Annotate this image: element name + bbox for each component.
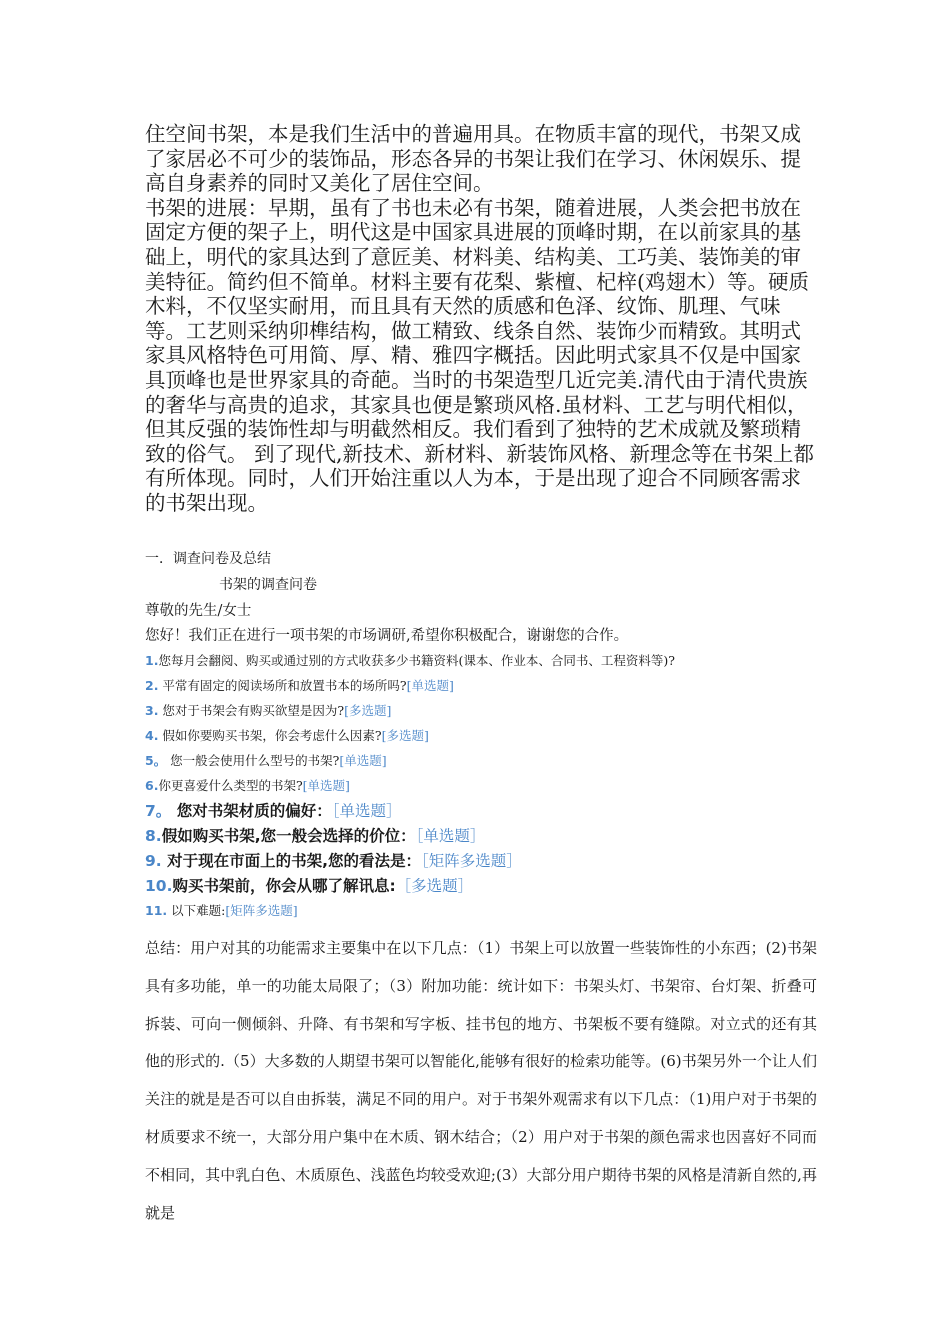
question-number: 3. — [145, 703, 159, 718]
question-number: 11. — [145, 903, 168, 918]
question-text: 你更喜爱什么类型的书架? — [158, 778, 303, 793]
question-11 — [145, 901, 298, 919]
question-number: 6. — [145, 778, 159, 793]
question-text: 对于现在市面上的书架,您的看法是： — [161, 852, 421, 870]
question-type-tag: ［单选题］ — [415, 827, 486, 845]
questionnaire-title: 书架的调查问卷 — [219, 577, 317, 593]
question-7 — [145, 799, 401, 821]
section-heading: 一．调查问卷及总结 — [145, 551, 271, 567]
question-4 — [145, 726, 429, 744]
question-number: 1. — [145, 653, 159, 668]
question-text: 购买书架前，你会从哪了解讯息: — [172, 877, 396, 895]
intro-paragraph-1: 住空间书架，本是我们生活中的普遍用具。在物质丰富的现代，书架又成了家居必不可少的装饰品，形态各异的书架让我们在学习、休闲娱乐、提高自身素养的同时又美化了居住空间。 — [145, 122, 801, 196]
summary-paragraph: 总结：用户对其的功能需求主要集中在以下几点：（1）书架上可以放置一些装饰性的小东西；(2)书架具有多功能，单一的功能太局限了；（3）附加功能：统计如下：书架头灯、书架帘、台灯架、折叠可拆装、可向一侧倾斜、升降、有书架和写字板、挂书包的地方、书架板不要有缝隙。对立式的还有其他的形式的.（5）大多数的人期望书架可以智能化,能够有很好的检索功能等。(6)书架另外一个让人们关注的就是是否可以自由拆装，满足不同的用户。对于书架外观需求有以下几点：（1)用户对于书架的材质要求不统一，大部分用户集中在木质、钢木结合；（2）用户对于书架的颜色需求也因喜好不同而不相同，其中乳白色、木质原色、浅蓝色均较受欢迎;(3）大部分用户期待书架的风格是清新自然的,再就是 — [145, 939, 817, 1222]
question-type-tag: ［矩阵多选题］ — [420, 852, 522, 870]
greeting: 您好！我们正在进行一项书架的市场调研,希望你积极配合，谢谢您的合作。 — [145, 628, 629, 644]
question-8 — [145, 824, 485, 846]
question-type-tag: [单选题] — [406, 678, 454, 693]
intro-paragraph-2: 书架的进展：早期，虽有了书也未必有书架，随着进展，人类会把书放在固定方便的架子上，明代这是中国家具进展的顶峰时期，在以前家具的基础上，明代的家具达到了意匠美、材料美、结构美、工巧美、装饰美的审美特征。简约但不简单。材料主要有花梨、紫檀、杞梓(鸡翅木）等。硬质木料，不仅坚实耐用，而且具有天然的质感和色泽、纹饰、肌理、气味等。工艺则采纳卯榫结构，做工精致、线条自然、装饰少而精致。其明式家具风格特色可用简、厚、精、雅四字概括。因此明式家具不仅是中国家具顶峰也是世界家具的奇葩。当时的书架造型几近完美.清代由于清代贵族的奢华与高贵的追求，其家具也便是繁琐风格.虽材料、工艺与明代相似，但其反强的装饰性却与明截然相反。我们看到了独特的艺术成就及繁琐精致的俗气。 到了现代,新技术、新材料、新装饰风格、新理念等在书架上都有所体现。同时，人们开始注重以人为本，于是出现了迎合不同顾客需求的书架出现。 — [145, 195, 815, 515]
question-9 — [145, 849, 522, 871]
question-text: 以下难题: — [167, 903, 226, 918]
question-text: 您一般会使用什么型号的书架? — [166, 753, 340, 768]
question-number: 10. — [145, 877, 173, 895]
question-text: 平常有固定的阅读场所和放置书本的场所吗? — [158, 678, 407, 693]
question-type-tag: [多选题] — [381, 728, 429, 743]
question-2 — [145, 676, 454, 694]
question-number: 5。 — [145, 753, 167, 768]
question-type-tag: [单选题] — [339, 753, 387, 768]
question-5 — [145, 751, 387, 769]
question-6 — [145, 776, 350, 794]
question-text: 您对书架材质的偏好： — [171, 802, 332, 820]
question-type-tag: [单选题] — [302, 778, 350, 793]
question-number: 7。 — [145, 802, 172, 820]
question-text: 您对于书架会有购买欲望是因为? — [158, 703, 345, 718]
salutation: 尊敬的先生/女士 — [145, 603, 252, 619]
question-type-tag: [多选题] — [344, 703, 392, 718]
question-type-tag: ［多选题］ — [395, 877, 474, 895]
question-number: 8. — [145, 827, 162, 845]
question-1 — [145, 651, 675, 669]
question-3 — [145, 701, 391, 719]
question-number: 2. — [145, 678, 159, 693]
question-10 — [145, 874, 473, 896]
question-type-tag: [矩阵多选题] — [225, 903, 298, 918]
question-number: 4. — [145, 728, 159, 743]
intro-text — [145, 122, 815, 516]
question-text: 您每月会翻阅、购买或通过别的方式收获多少书籍资料(课本、作业本、合同书、工程资料等)? — [158, 653, 675, 668]
question-text: 假如你要购买书架，你会考虑什么因素? — [158, 728, 382, 743]
question-type-tag: ［单选题］ — [331, 802, 402, 820]
question-number: 9. — [145, 852, 162, 870]
question-text: 假如购买书架,您一般会选择的价位： — [161, 827, 416, 845]
